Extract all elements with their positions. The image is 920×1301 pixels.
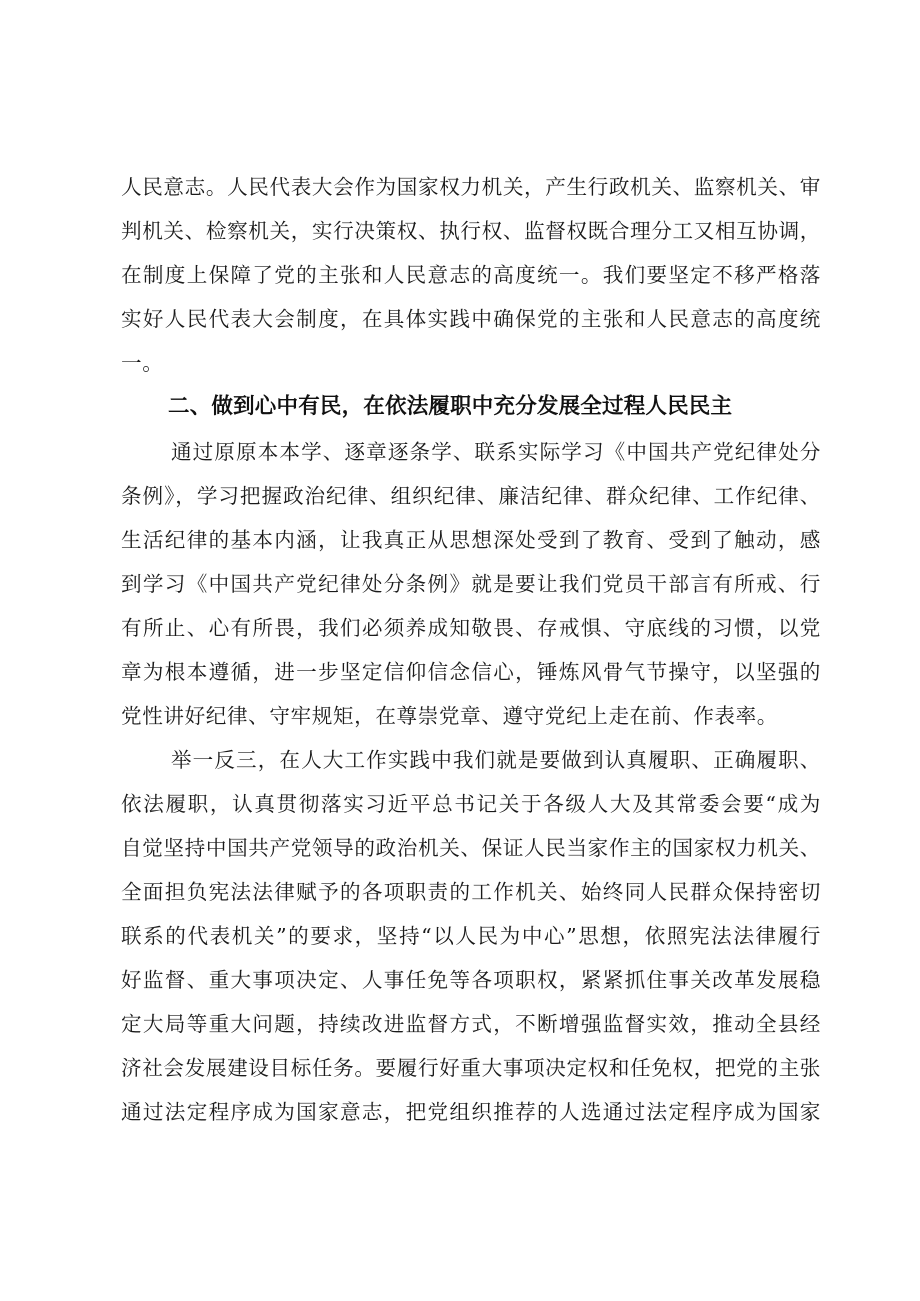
paragraph-line: 有所止、心有所畏，我们必须养成知敬畏、存戒惧、守底线的习惯，以党 xyxy=(121,616,821,640)
paragraph-line: 定大局等重大问题，持续改进监督方式，不断增强监督实效，推动全县经 xyxy=(121,1012,821,1036)
paragraph-line: 在制度上保障了党的主张和人民意志的高度统一。我们要坚定不移严格落 xyxy=(121,263,821,287)
paragraph-line: 自觉坚持中国共产党领导的政治机关、保证人民当家作主的国家权力机关、 xyxy=(121,836,821,860)
paragraph-line: 党性讲好纪律、守牢规矩，在尊崇党章、遵守党纪上走在前、作表率。 xyxy=(121,704,779,728)
paragraph-line: 联系的代表机关”的要求，坚持“以人民为中心”思想，依照宪法法律履行 xyxy=(121,924,821,948)
paragraph-line: 济社会发展建设目标任务。要履行好重大事项决定权和任免权，把党的主张 xyxy=(121,1056,821,1080)
paragraph-line: 章为根本遵循，进一步坚定信仰信念信心，锤炼风骨气节操守，以坚强的 xyxy=(121,660,821,684)
paragraph-line: 判机关、检察机关，实行决策权、执行权、监督权既合理分工又相互协调， xyxy=(121,219,821,243)
paragraph-line: 生活纪律的基本内涵，让我真正从思想深处受到了教育、受到了触动，感 xyxy=(121,528,821,552)
paragraph-line: 到学习《中国共产党纪律处分条例》就是要让我们党员干部言有所戒、行 xyxy=(121,572,821,596)
paragraph-line: 好监督、重大事项决定、人事任免等各项职权，紧紧抓住事关改革发展稳 xyxy=(121,968,821,992)
paragraph-line: 通过法定程序成为国家意志，把党组织推荐的人选通过法定程序成为国家 xyxy=(121,1100,821,1124)
paragraph-line: 实好人民代表大会制度，在具体实践中确保党的主张和人民意志的高度统 xyxy=(121,307,821,331)
paragraph-line: 人民意志。人民代表大会作为国家权力机关，产生行政机关、监察机关、审 xyxy=(121,175,821,199)
paragraph-line: 举一反三，在人大工作实践中我们就是要做到认真履职、正确履职、 xyxy=(171,748,821,772)
paragraph-line: 一。 xyxy=(121,351,164,375)
paragraph-line: 依法履职，认真贯彻落实习近平总书记关于各级人大及其常委会要“成为 xyxy=(121,792,821,816)
paragraph-line: 通过原原本本学、逐章逐条学、联系实际学习《中国共产党纪律处分 xyxy=(171,440,821,464)
paragraph-line: 条例》，学习把握政治纪律、组织纪律、廉洁纪律、群众纪律、工作纪律、 xyxy=(121,484,821,508)
paragraph-line: 全面担负宪法法律赋予的各项职责的工作机关、始终同人民群众保持密切 xyxy=(121,880,821,904)
section-heading: 二、做到心中有民，在依法履职中充分发展全过程人民民主 xyxy=(168,394,733,419)
